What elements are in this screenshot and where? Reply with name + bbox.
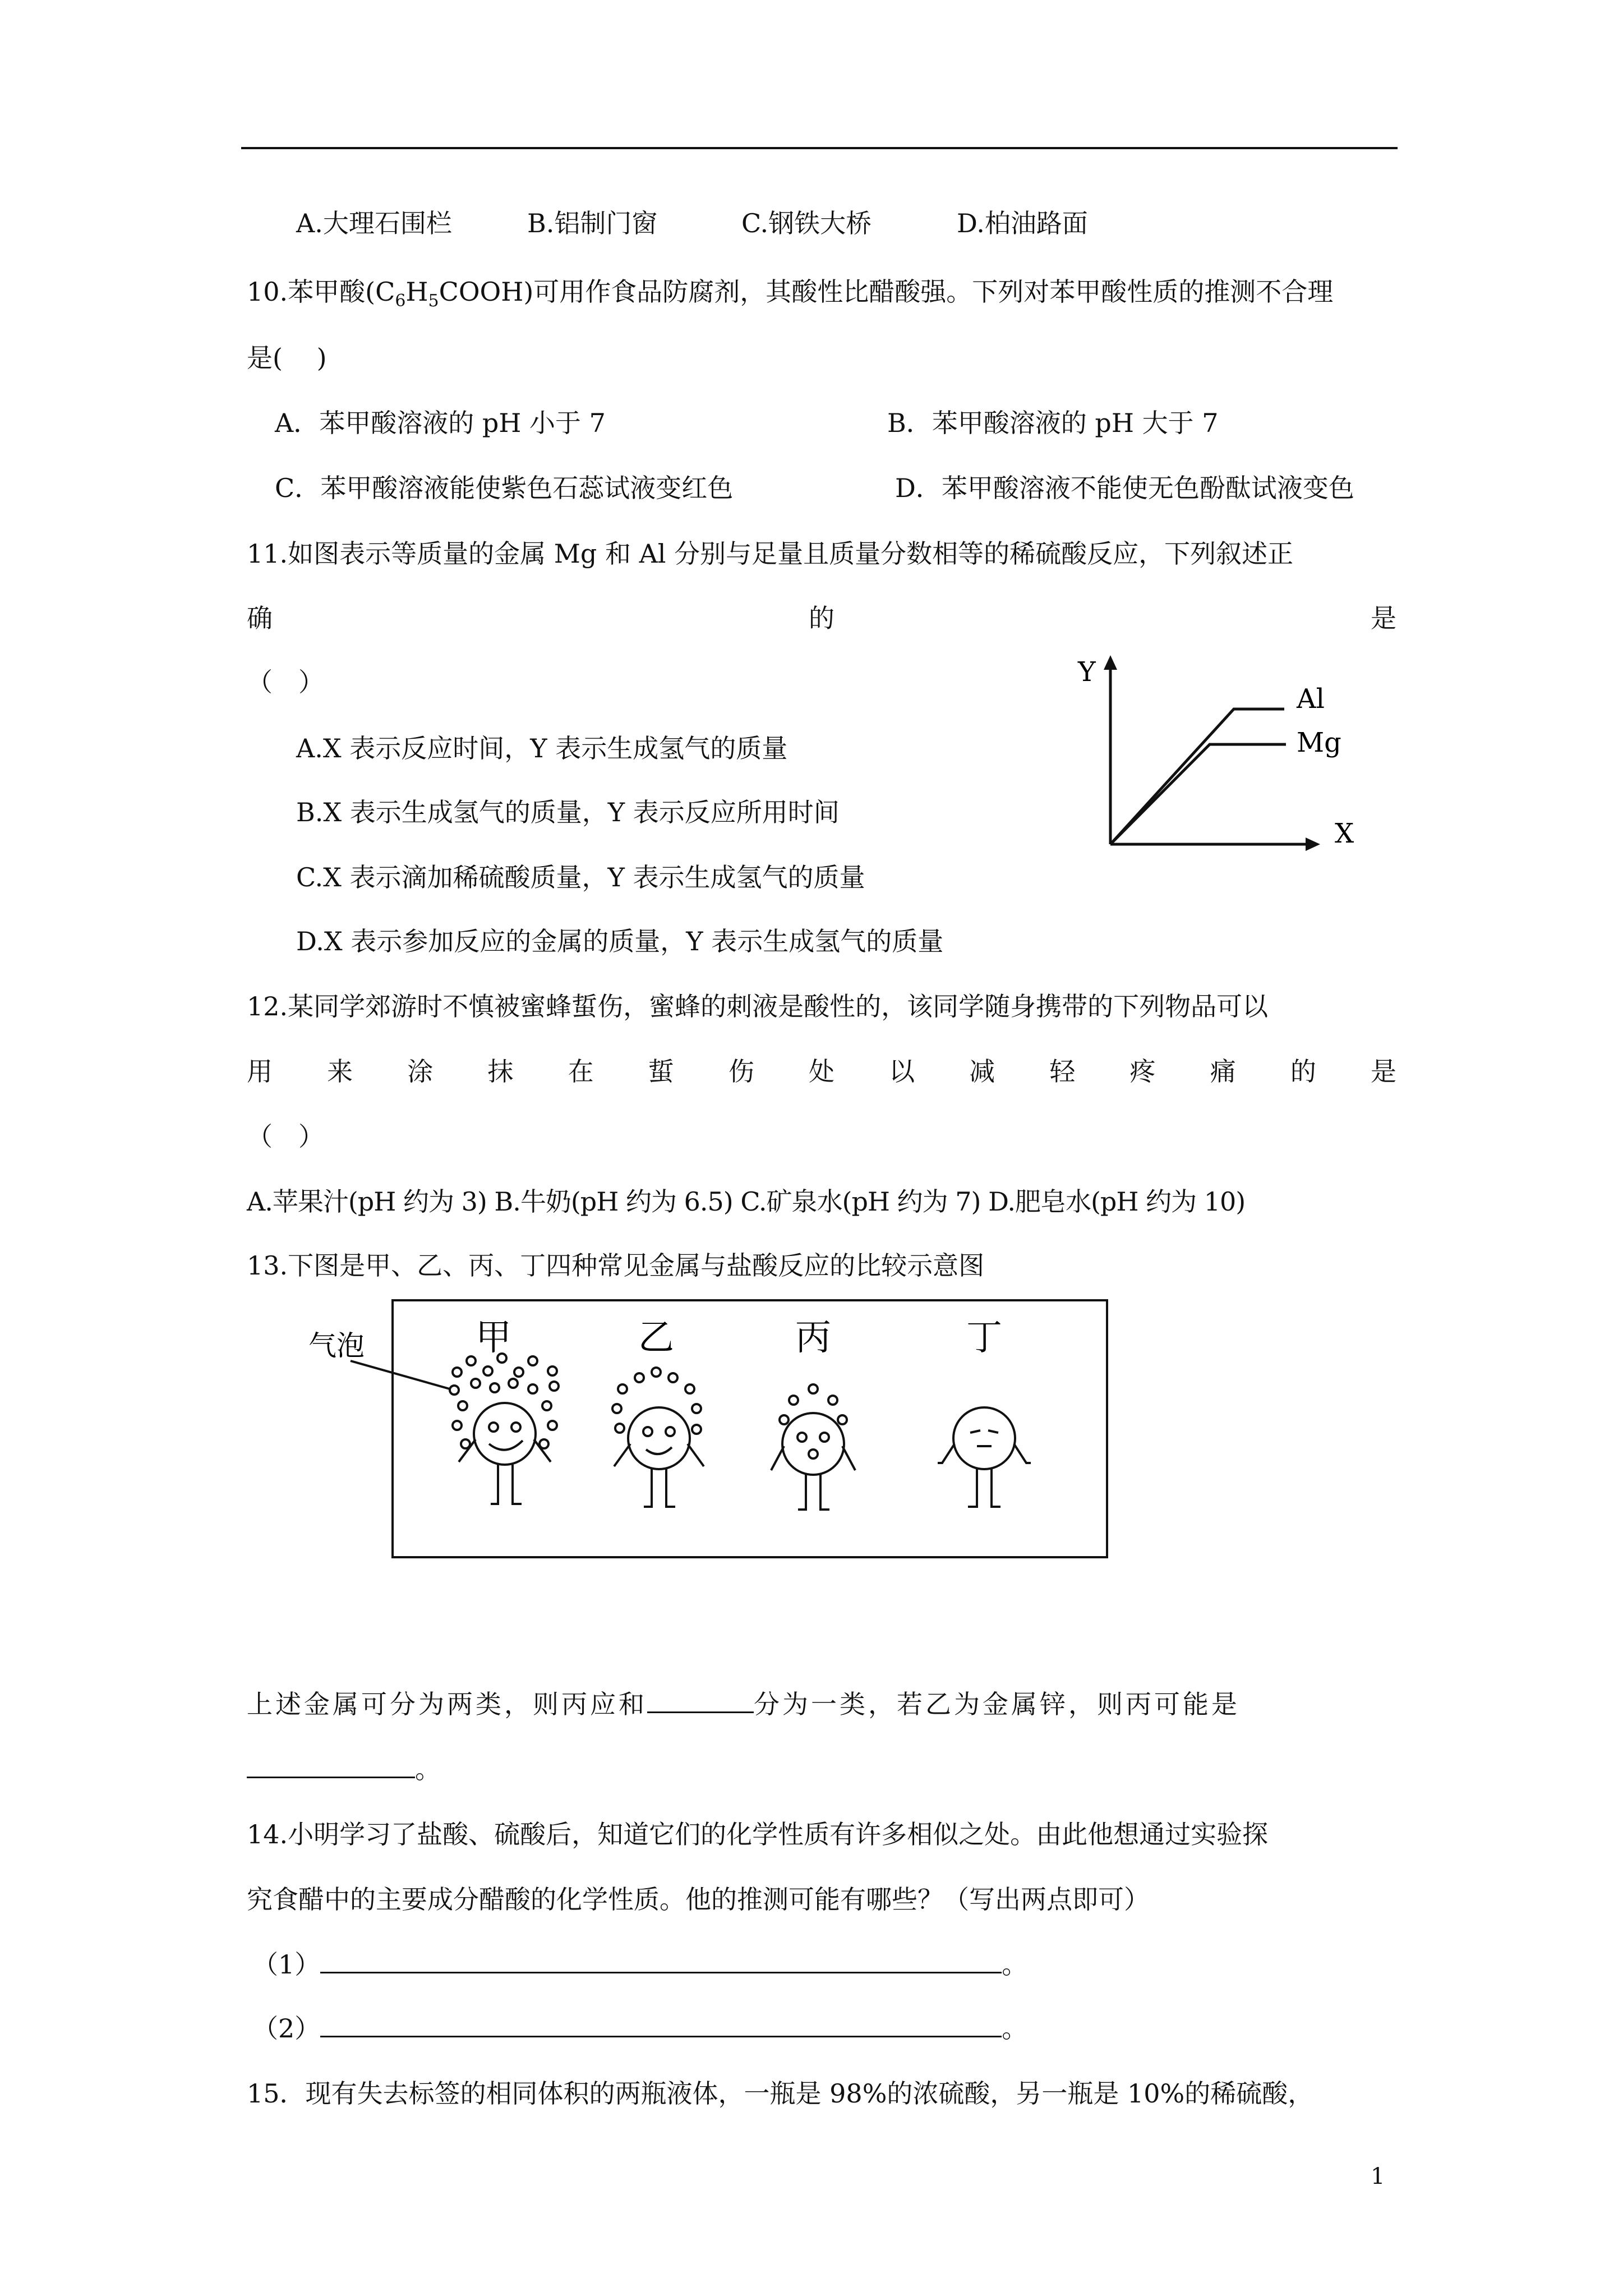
q10-option-c: C．苯甲酸溶液能使紫色石蕊试液变红色: [275, 473, 734, 503]
q12-stem-line2: [247, 1055, 1396, 1088]
q12-word: 涂: [407, 1056, 434, 1087]
q13-answer-line: [247, 1687, 1240, 1721]
q14-item-1-end: 。: [1002, 1949, 1028, 1980]
yi-bubbles: [612, 1368, 701, 1434]
q15-stem: 15．现有失去标签的相同体积的两瓶液体，一瓶是 98%的浓硫酸，另一瓶是 10%的稀硫酸，: [247, 2078, 1314, 2109]
q14-blank-2[interactable]: [320, 2036, 1002, 2037]
q12-word: 以: [889, 1056, 915, 1087]
q12-word: 抹: [487, 1056, 514, 1087]
q14-item-2-label: （2）: [252, 2013, 321, 2044]
page-number: 1: [1371, 2164, 1385, 2189]
q10-sub5: 5: [428, 291, 439, 311]
q14-blank-1[interactable]: [320, 1972, 1002, 1973]
jia-bubbles: [450, 1354, 559, 1448]
q11-option-c: C.X 表示滴加稀硫酸质量，Y 表示生成氢气的质量: [296, 862, 865, 892]
jia-face: [459, 1403, 551, 1504]
q10-option-b: B．苯甲酸溶液的 pH 大于 7: [887, 408, 1219, 438]
y-axis-arrow: [1104, 655, 1117, 670]
mg-label: Mg: [1297, 727, 1341, 758]
bubble-label: 气泡: [308, 1329, 365, 1362]
q11-option-d: D.X 表示参加反应的金属的质量，Y 表示生成氢气的质量: [296, 926, 944, 956]
bing-face: [771, 1413, 855, 1510]
q9-option-a: A.大理石围栏: [296, 208, 452, 238]
q12-word: 伤: [728, 1056, 754, 1087]
q10-stem-part2: COOH)可用作食品防腐剂，其酸性比醋酸强。下列对苯甲酸性质的推测不合理: [439, 277, 1334, 307]
q11-word: 确: [247, 603, 273, 633]
q13-blank-1[interactable]: [647, 1711, 754, 1713]
x-axis-arrow: [1306, 838, 1320, 851]
q12-word: 减: [969, 1056, 995, 1087]
q14-item-2-end: 。: [1002, 2013, 1028, 2044]
q10-stem-line2: 是( ): [247, 343, 327, 373]
header-rule: [241, 147, 1398, 149]
q13-blank-2[interactable]: [247, 1777, 415, 1778]
q9-option-d: D.柏油路面: [957, 208, 1088, 238]
metal-label-bing: 丙: [795, 1317, 831, 1359]
q11-word: 是: [1371, 603, 1396, 633]
yi-face: [614, 1407, 704, 1507]
q12-word: 疼: [1129, 1056, 1156, 1087]
q12-word: 的: [1290, 1056, 1316, 1087]
q10-stem: [247, 275, 1333, 318]
q10-h: H: [405, 277, 428, 307]
q12-word: 在: [568, 1056, 594, 1087]
q12-word: 来: [327, 1056, 353, 1087]
metal-label-yi: 乙: [638, 1317, 674, 1359]
metal-label-jia: 甲: [476, 1317, 511, 1359]
q10-option-a: A．苯甲酸溶液的 pH 小于 7: [275, 408, 606, 438]
x-axis-label: X: [1335, 818, 1354, 849]
q12-paren: （ ）: [247, 1121, 324, 1152]
q9-option-c: C.钢铁大桥: [741, 208, 872, 238]
bubble-pointer: [351, 1361, 450, 1389]
q10-option-d: D．苯甲酸溶液不能使无色酚酞试液变色: [895, 473, 1354, 503]
bing-bubbles: [780, 1384, 847, 1424]
al-line: [1110, 709, 1284, 844]
q13-stem: 13.下图是甲、乙、丙、丁四种常见金属与盐酸反应的比较示意图: [247, 1250, 985, 1281]
q13-answer-part1: 上述金属可分为两类，则丙应和: [247, 1689, 647, 1719]
q11-stem-line2: [247, 601, 1396, 635]
q11-paren: （ ）: [247, 667, 324, 697]
q11-graph: [1054, 645, 1380, 864]
q11-stem: 11.如图表示等质量的金属 Mg 和 Al 分别与足量且质量分数相等的稀硫酸反应，下列叙述正: [247, 539, 1294, 569]
q13-answer-line2: [247, 1752, 441, 1786]
q12-word: 痛: [1210, 1056, 1236, 1087]
q12-word: 用: [247, 1056, 273, 1087]
q14-item-1: [252, 1948, 1027, 1981]
q9-option-b: B.铝制门窗: [527, 208, 658, 238]
metal-label-ding: 丁: [966, 1317, 1002, 1359]
q13-figure: [297, 1299, 1116, 1557]
q11-option-b: B.X 表示生成氢气的质量，Y 表示反应所用时间: [296, 797, 840, 827]
q11-word: 的: [809, 603, 834, 633]
q12-options: A.苹果汁(pH 约为 3) B.牛奶(pH 约为 6.5) C.矿泉水(pH 约为 7) D.肥皂水(pH 约为 10): [247, 1186, 1246, 1217]
y-axis-label: Y: [1078, 656, 1096, 688]
q10-sub6: 6: [395, 291, 406, 311]
q12-word: 是: [1370, 1056, 1396, 1087]
q12-stem: 12.某同学郊游时不慎被蜜蜂蜇伤，蜜蜂的刺液是酸性的，该同学随身携带的下列物品可以: [247, 991, 1269, 1022]
mg-line: [1110, 744, 1286, 844]
q13-answer-part2: 分为一类，若乙为金属锌，则丙可能是: [754, 1689, 1240, 1719]
q13-answer-end: 。: [415, 1754, 441, 1784]
q14-item-1-label: （1）: [252, 1949, 321, 1980]
q14-item-2: [252, 2012, 1027, 2045]
q10-stem-part1: 10.苯甲酸(C: [247, 277, 395, 307]
q11-option-a: A.X 表示反应时间，Y 表示生成氢气的质量: [296, 733, 788, 763]
q12-word: 轻: [1049, 1056, 1076, 1087]
q14-stem-line2: 究食醋中的主要成分醋酸的化学性质。他的推测可能有哪些？（写出两点即可）: [247, 1884, 1150, 1915]
ding-face: [938, 1407, 1031, 1507]
q14-stem: 14.小明学习了盐酸、硫酸后，知道它们的化学性质有许多相似之处。由此他想通过实验探: [247, 1819, 1269, 1849]
al-label: Al: [1297, 683, 1325, 715]
q12-word: 处: [808, 1056, 834, 1087]
q12-word: 蜇: [648, 1056, 674, 1087]
